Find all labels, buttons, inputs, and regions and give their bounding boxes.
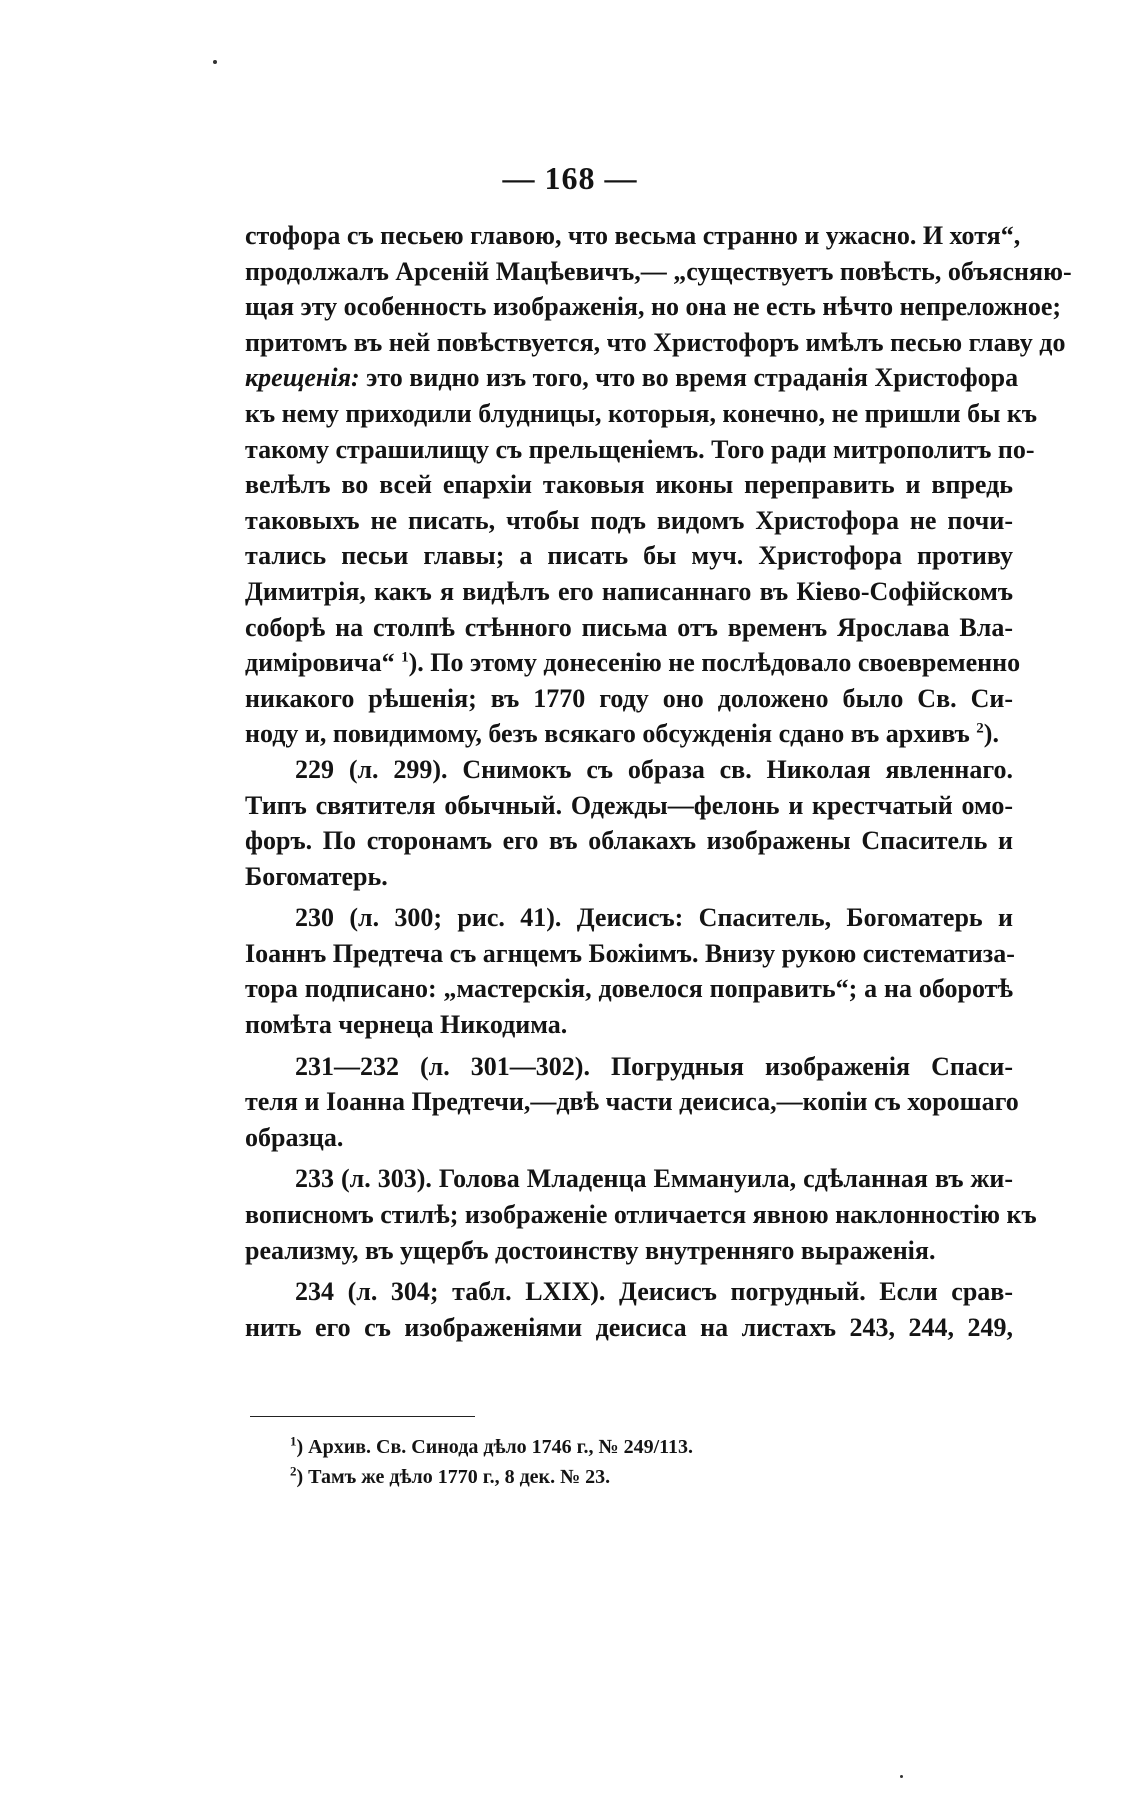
text-line: 234 (л. 304; табл. LXIX). Деисисъ погрудный. Если срав- bbox=[295, 1277, 1013, 1307]
text-line: Богоматерь. bbox=[245, 861, 388, 891]
footnotes bbox=[290, 1432, 990, 1492]
text-line: тались песьи главы; а писать бы муч. Христофора противу bbox=[245, 541, 1013, 571]
text-line: никакого рѣшенія; въ 1770 году оно доложено было Св. Си- bbox=[245, 683, 1013, 713]
text-line: форъ. По сторонамъ его въ облакахъ изображены Спаситель и bbox=[245, 826, 1013, 856]
italic-word: крещенія: bbox=[245, 363, 360, 393]
text-line: образца. bbox=[245, 1122, 344, 1152]
text-line: таковыхъ не писать, чтобы подъ видомъ Христофора не почи- bbox=[245, 505, 1013, 535]
text-line bbox=[245, 716, 1013, 752]
text-line: тора подписано: „мастерскія, довелося поправить“; а на оборотѣ bbox=[245, 974, 1013, 1004]
text-fragment: это видно изъ того, что во время страданія Христофора bbox=[366, 363, 1019, 393]
text-line: Типъ святителя обычный. Одежды—фелонь и крестчатый омо- bbox=[245, 790, 1013, 820]
text-line bbox=[245, 360, 1019, 396]
footnote-text: ) Архив. Св. Синода дѣло 1746 г., № 249/113. bbox=[296, 1436, 694, 1458]
footnote-separator bbox=[250, 1416, 475, 1417]
text-fragment: ноду и, повидимому, безъ всякаго обсужденія сдано въ архивъ bbox=[245, 719, 970, 749]
text-line: Димитрія, какъ я видѣлъ его написаннаго въ Кіево-Софійскомъ bbox=[245, 576, 1013, 606]
text-line: велѣлъ во всей епархіи таковыя иконы переправить и впредь bbox=[245, 470, 1013, 500]
text-line: 229 (л. 299). Снимокъ съ образа св. Николая явленнаго. bbox=[295, 754, 1013, 784]
text-line: щая эту особенность изображенія, но она не есть нѣчто непреложное; bbox=[245, 292, 1062, 322]
text-line: 231—232 (л. 301—302). Погрудныя изображенія Спаси- bbox=[295, 1051, 1013, 1081]
text-line: теля и Іоанна Предтечи,—двѣ части деисиса,—копіи съ хорошаго bbox=[245, 1087, 1019, 1117]
text-line: стофора съ песьею главою, что весьма странно и ужасно. И хотя“, bbox=[245, 221, 1021, 250]
footnote bbox=[290, 1432, 990, 1462]
footnote-mark: 2 bbox=[290, 1463, 297, 1479]
body-text bbox=[245, 218, 1072, 1345]
text-fragment: ). По этому донесенію не послѣдовало своевременно bbox=[408, 648, 1021, 678]
text-line bbox=[245, 645, 1021, 681]
scan-speck bbox=[213, 60, 217, 64]
text-line: продолжалъ Арсеній Мацѣевичъ,— „существуетъ повѣсть, объясняю- bbox=[245, 256, 1072, 286]
text-line: къ нему приходили блудницы, которыя, конечно, не пришли бы къ bbox=[245, 398, 1038, 428]
scan-speck bbox=[900, 1775, 903, 1778]
text-line: 233 (л. 303). Голова Младенца Еммануила, сдѣланная въ жи- bbox=[295, 1164, 1013, 1194]
footnote-ref: 2 bbox=[976, 720, 984, 737]
footnote-ref: 1 bbox=[401, 649, 409, 666]
text-line: помѣта чернеца Никодима. bbox=[245, 1010, 568, 1040]
footnote-text: ) Тамъ же дѣло 1770 г., 8 дек. № 23. bbox=[296, 1466, 611, 1488]
text-line: вописномъ стилѣ; изображеніе отличается явною наклонностію къ bbox=[245, 1200, 1037, 1230]
text-fragment: ). bbox=[983, 719, 999, 749]
text-line: притомъ въ ней повѣствуется, что Христофоръ имѣлъ песью главу до bbox=[245, 327, 1066, 357]
text-line: 230 (л. 300; рис. 41). Деисисъ: Спаситель, Богоматерь и bbox=[295, 903, 1013, 933]
text-line: реализму, въ ущербъ достоинству внутренняго выраженія. bbox=[245, 1235, 936, 1265]
text-line: соборѣ на столпѣ стѣнного письма отъ временъ Ярослава Вла- bbox=[245, 612, 1013, 642]
footnote bbox=[290, 1462, 990, 1492]
page-number: — 168 — bbox=[502, 160, 638, 196]
text-line: такому страшилищу съ прельщеніемъ. Того ради митрополитъ по- bbox=[245, 434, 1035, 464]
text-line: Іоаннъ Предтеча съ агнцемъ Божіимъ. Внизу рукою систематиза- bbox=[245, 938, 1015, 968]
text-fragment: диміровича“ bbox=[245, 648, 395, 678]
footnote-mark: 1 bbox=[290, 1433, 297, 1449]
text-line: нить его съ изображеніями деисиса на листахъ 243, 244, 249, bbox=[245, 1312, 1013, 1342]
